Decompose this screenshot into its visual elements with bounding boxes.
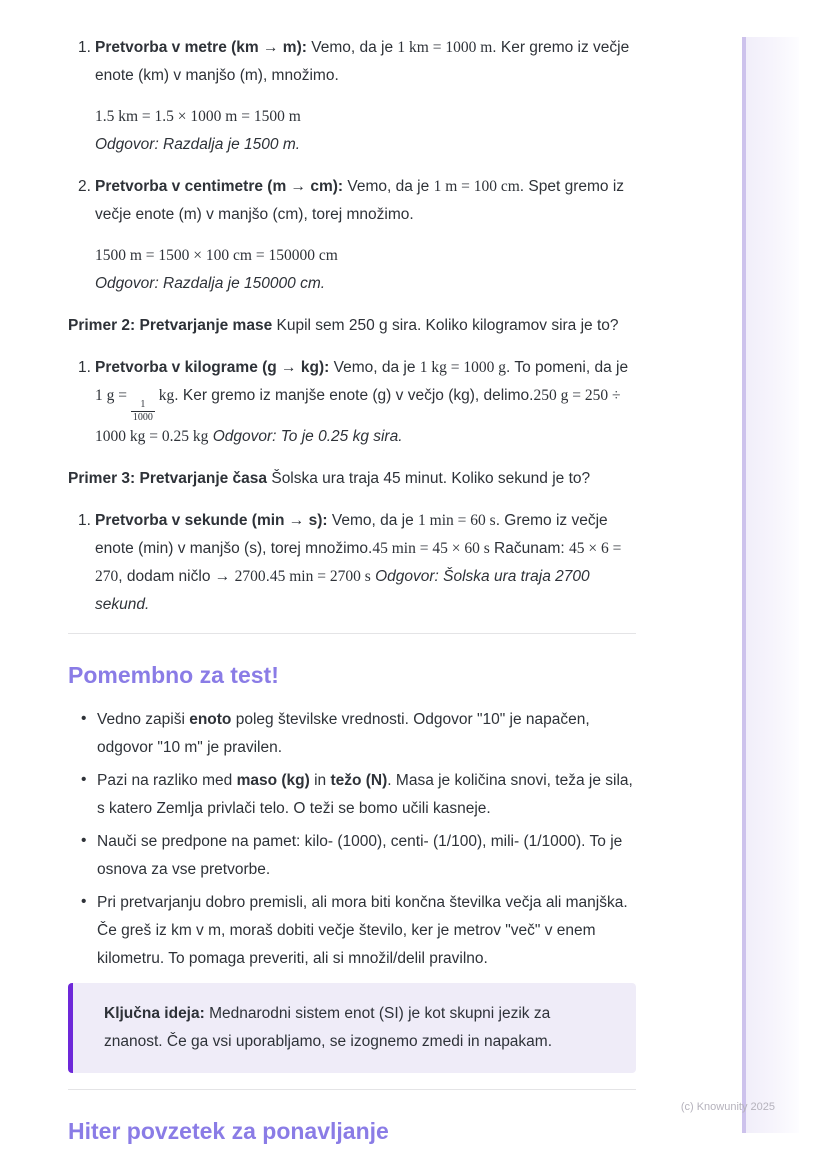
paragraph <box>68 312 636 340</box>
numbered-list-item <box>68 354 636 451</box>
text-segment: 45 × 6 = 270 <box>95 540 622 585</box>
text-segment: Pretvorba v kilograme (g → kg): <box>95 359 330 376</box>
text-segment: 1 km = 1000 m <box>397 39 493 56</box>
bullet-item <box>68 706 636 762</box>
text-segment: težo (N) <box>330 772 388 789</box>
text-segment: 250 g = 250 ÷ 1000 kg = 0.25 kg <box>95 387 621 445</box>
bullet-item <box>68 889 636 973</box>
answer-line <box>95 131 636 159</box>
text-segment: 45 min = 45 × 60 s <box>372 540 490 557</box>
text-segment: , dodam ničlo → <box>118 568 235 585</box>
section-heading: Pomembno za test! <box>68 662 279 688</box>
text-segment: Pri pretvarjanju dobro premisli, ali mora biti končna številka večja ali manjška. Če greš iz km v m, moraš dobiti večje število, ker je metrov "več" v enem kilometru. To pomaga preveriti, ali si množil/delil pravilno. <box>97 894 628 967</box>
text-segment: Vemo, da je <box>343 178 434 195</box>
text-segment: Vemo, da je <box>306 39 398 56</box>
section-heading: Hiter povzetek za ponavljanje <box>68 1118 389 1144</box>
text-segment: Odgovor: Razdalja je 1500 m. <box>95 136 301 153</box>
numbered-list <box>68 507 636 619</box>
list-item-text <box>95 173 636 229</box>
text-segment: 1 kg = 1000 g <box>419 359 507 376</box>
text-segment: 1 min = 60 s <box>418 512 496 529</box>
bullet-icon: • <box>81 771 87 788</box>
text-segment: enoto <box>189 711 232 728</box>
numbered-list-item <box>68 34 636 159</box>
text-segment: . Gremo iz večje enote (min) v manjšo (s), torej množimo. <box>95 512 608 557</box>
text-segment: Odgovor: Šolska ura traja 2700 sekund. <box>95 568 590 613</box>
bullet-item <box>68 828 636 884</box>
copyright-notice: (c) Knowunity 2025 <box>680 1101 775 1113</box>
text-segment: 45 min = 2700 s <box>269 568 371 585</box>
fraction-numerator: 1 <box>131 399 155 412</box>
section-divider <box>68 633 636 634</box>
text-segment: Odgovor: To je 0.25 kg sira. <box>212 428 403 445</box>
numbered-list-item <box>68 507 636 619</box>
text-segment: poleg številske vrednosti. Odgovor "10" je napačen, odgovor "10 m" je pravilen. <box>97 711 590 756</box>
paragraph <box>68 465 636 493</box>
answer-line <box>95 270 636 298</box>
bullet-item <box>68 767 636 823</box>
bullet-icon: • <box>81 832 87 849</box>
callout-text <box>104 1000 612 1056</box>
text-segment: Šolska ura traja 45 minut. Koliko sekund je to? <box>267 470 591 487</box>
text-segment: in <box>309 772 331 789</box>
list-item-number: 2. <box>78 178 91 195</box>
numbered-list <box>68 354 636 451</box>
text-segment: kg <box>154 387 175 404</box>
text-segment: 1500 m = 1500 × 100 cm = 150000 cm <box>95 247 338 264</box>
callout-box <box>68 983 636 1073</box>
bullet-icon: • <box>81 710 87 727</box>
text-segment: Vedno zapiši <box>97 711 190 728</box>
text-segment: Ključna ideja: <box>104 1005 205 1022</box>
numbered-list <box>68 34 636 298</box>
text-segment: Nauči se predpone na pamet: kilo- (1000), centi- (1/100), mili- (1/1000). To je osnova za vse pretvorbe. <box>97 833 623 878</box>
text-segment: 1 g = <box>95 387 131 404</box>
text-segment: Primer 3: Pretvarjanje časa <box>68 470 268 487</box>
equation-line <box>95 103 636 131</box>
section-divider <box>68 1089 636 1090</box>
text-segment: Odgovor: Razdalja je 150000 cm. <box>95 275 326 292</box>
text-segment: Vemo, da je <box>329 359 420 376</box>
text-segment: Pretvorba v centimetre (m → cm): <box>95 178 344 195</box>
fraction-denominator: 1000 <box>132 411 153 423</box>
text-segment: . <box>265 568 270 585</box>
text-segment: 2700 <box>234 568 266 585</box>
numbered-list-item <box>68 173 636 298</box>
list-item-text <box>95 354 636 451</box>
text-segment: 1.5 km = 1.5 × 1000 m = 1500 m <box>95 108 301 125</box>
bullet-text <box>97 711 590 756</box>
bullet-text <box>97 833 622 878</box>
list-item-number: 1. <box>78 39 91 56</box>
text-segment: Primer 2: Pretvarjanje mase <box>68 317 273 334</box>
equation-line <box>95 242 636 270</box>
text-segment: Kupil sem 250 g sira. Koliko kilogramov sira je to? <box>272 317 619 334</box>
text-segment: . Spet gremo iz večje enote (m) v manjšo (cm), torej množimo. <box>95 178 625 223</box>
bullet-text <box>97 894 628 967</box>
list-item-number: 1. <box>78 359 91 376</box>
text-segment: maso (kg) <box>236 772 310 789</box>
bullet-text <box>97 772 633 817</box>
text-segment: . To pomeni, da je <box>506 359 629 376</box>
text-segment: Pretvorba v metre (km → m): <box>95 39 307 56</box>
text-segment: . Ker gremo iz večje enote (km) v manjšo (m), množimo. <box>95 39 630 84</box>
bullet-list <box>68 706 636 973</box>
text-segment: . Ker gremo iz manjše enote (g) v večjo (kg), delimo. <box>174 387 534 404</box>
document-content <box>68 34 636 1162</box>
text-segment: Mednarodni sistem enot (SI) je kot skupni jezik za znanost. Če ga vsi uporabljamo, se izognemo zmedi in napakam. <box>104 1005 553 1050</box>
text-segment: Računam: <box>489 540 570 557</box>
text-segment: 1 m = 100 cm <box>433 178 520 195</box>
page-edge-decoration <box>742 37 799 1133</box>
text-segment: Pretvorba v sekunde (min → s): <box>95 512 328 529</box>
bullet-icon: • <box>81 893 87 910</box>
fraction <box>131 399 155 423</box>
text-segment: Pazi na razliko med <box>97 772 237 789</box>
text-segment: . Masa je količina snovi, teža je sila, s katero Zemlja privlači telo. O teži se bomo učili kasneje. <box>97 772 633 817</box>
list-item-number: 1. <box>78 512 91 529</box>
list-item-text <box>95 507 636 619</box>
list-item-text <box>95 34 636 90</box>
text-segment: Vemo, da je <box>327 512 419 529</box>
